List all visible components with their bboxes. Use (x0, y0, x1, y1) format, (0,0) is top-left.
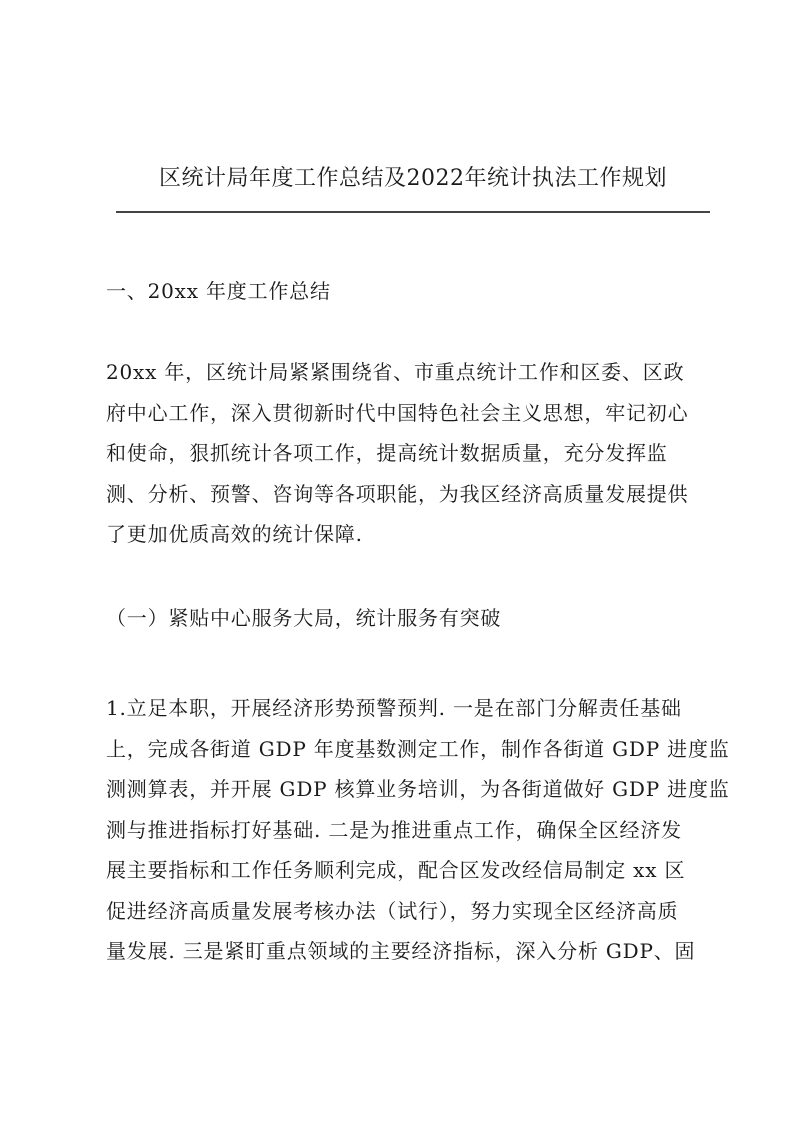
paragraph-line: 测、分析、预警、咨询等各项职能，为我区经济高质量发展提供 (106, 481, 689, 506)
paragraph-line: 展主要指标和工作任务顺利完成，配合区发改经信局制定 xx 区 (106, 858, 686, 882)
subsection-heading: （一）紧贴中心服务大局，统计服务有突破 (106, 606, 502, 630)
document-title: 区统计局年度工作总结及2022年统计执法工作规划 (159, 166, 667, 191)
paragraph-line: 量发展. 三是紧盯重点领域的主要经济指标，深入分析 GDP、固 (106, 939, 696, 963)
paragraph-line: 20xx 年，区统计局紧紧围绕省、市重点统计工作和区委、区政 (106, 360, 685, 384)
paragraph-line: 上，完成各街道 GDP 年度基数测定工作，制作各街道 GDP 进度监 (106, 736, 730, 761)
section-heading: 一、20xx 年度工作总结 (106, 279, 331, 303)
paragraph-line: 促进经济高质量发展考核办法（试行），努力实现全区经济高质 (106, 898, 679, 923)
paragraph-line: 和使命，狠抓统计各项工作，提高统计数据质量，充分发挥监 (106, 441, 668, 465)
intro-paragraph (106, 352, 714, 555)
title-divider (116, 211, 710, 213)
paragraph-line: 1.立足本职，开展经济形势预警预判. 一是在部门分解责任基础 (106, 696, 682, 720)
paragraph-line: 了更加优质高效的统计保障. (106, 522, 363, 546)
paragraph-line: 府中心工作，深入贯彻新时代中国特色社会主义思想，牢记初心 (106, 400, 689, 425)
paragraph-line: 测与推进指标打好基础. 二是为推进重点工作，确保全区经济发 (106, 817, 682, 842)
paragraph-line: 测测算表，并开展 GDP 核算业务培训，为各街道做好 GDP 进度监 (106, 777, 730, 801)
item1-paragraph (106, 688, 730, 972)
